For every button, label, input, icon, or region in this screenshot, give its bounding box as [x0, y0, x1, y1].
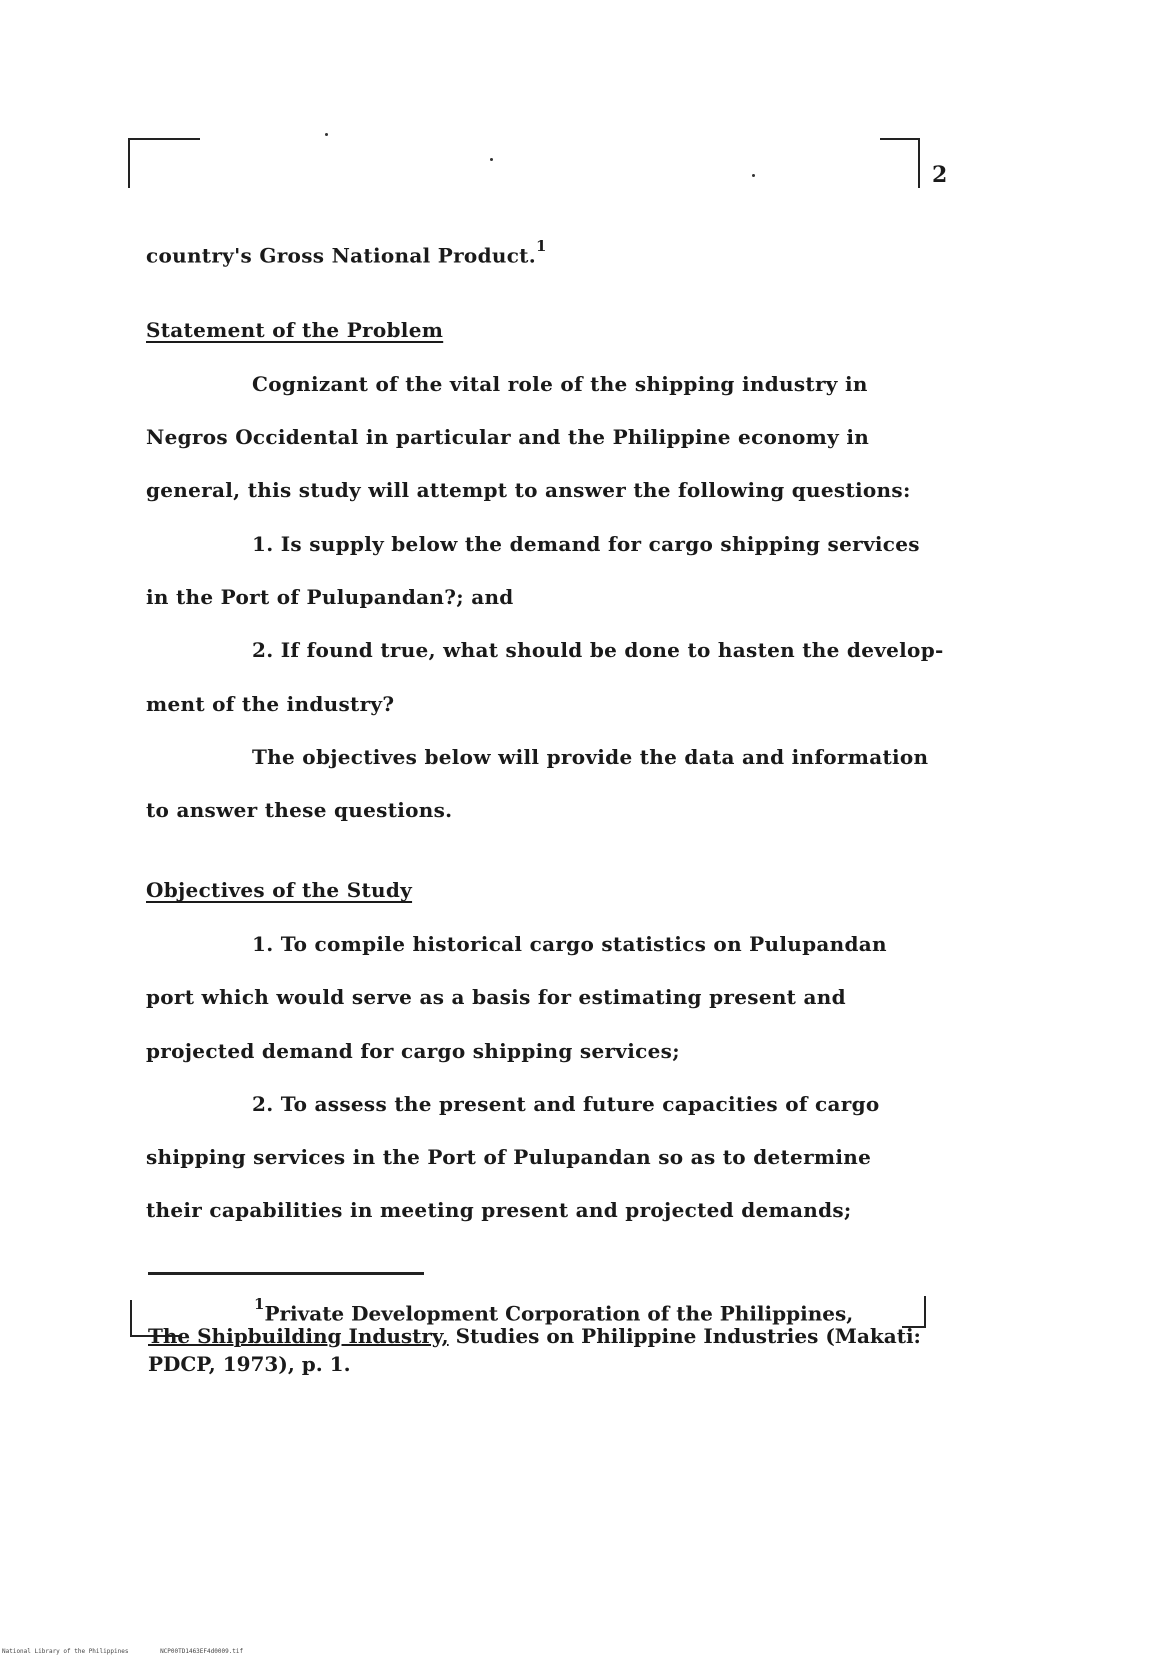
scan-speck [490, 158, 493, 161]
text-line: projected demand for cargo shipping services; [146, 1039, 680, 1063]
footnote-line: $^1$Private Development Corporation of the Philippines, [254, 1295, 854, 1326]
text-line: 1. To compile historical cargo statistics on Pulupandan [252, 932, 887, 956]
footnote-marker: 1 [254, 1295, 265, 1313]
scan-footer [2, 1648, 271, 1655]
scan-speck [752, 174, 755, 177]
text-line: their capabilities in meeting present and projected demands; [146, 1198, 852, 1222]
crop-mark-top-right-h [880, 138, 920, 140]
footnote-divider [148, 1272, 424, 1275]
text-line: country's Gross National Product.$^1$ [146, 237, 547, 268]
scan-speck [325, 133, 328, 136]
crop-mark-bottom-left-v [130, 1300, 132, 1337]
text-line: port which would serve as a basis for estimating present and [146, 985, 846, 1009]
section-heading-problem: Statement of the Problem [146, 318, 444, 342]
footnote-reference: 1 [535, 237, 547, 255]
crop-mark-top-right-v [918, 138, 920, 188]
text-line: The objectives below will provide the data and information [252, 745, 929, 769]
text-line: in the Port of Pulupandan?; and [146, 585, 514, 609]
text-line: 2. If found true, what should be done to hasten the develop- [252, 638, 944, 662]
footer-file-id: NCP00TD1463EF4d0009.tif [160, 1648, 244, 1655]
text-line: shipping services in the Port of Pulupandan so as to determine [146, 1145, 872, 1169]
footnote-line: The Shipbuilding Industry, Studies on Philippine Industries (Makati: [148, 1324, 921, 1348]
crop-mark-top-left-h [128, 138, 200, 140]
page-number: 2 [932, 162, 948, 188]
text-line: to answer these questions. [146, 798, 453, 822]
text-line: general, this study will attempt to answer the following questions: [146, 478, 911, 502]
text-line: 1. Is supply below the demand for cargo shipping services [252, 532, 920, 556]
text-line: ment of the industry? [146, 692, 395, 716]
text-line: 2. To assess the present and future capacities of cargo [252, 1092, 880, 1116]
footnote-title: The Shipbuilding Industry, [148, 1324, 449, 1348]
crop-mark-bottom-right-v [924, 1296, 926, 1328]
text-line: Cognizant of the vital role of the shipping industry in [252, 372, 868, 396]
section-heading-objectives: Objectives of the Study [146, 878, 413, 902]
text-line: Negros Occidental in particular and the Philippine economy in [146, 425, 870, 449]
footnote-line: PDCP, 1973), p. 1. [148, 1352, 351, 1376]
footer-library: National Library of the Philippines [2, 1648, 129, 1655]
crop-mark-top-left-v [128, 138, 130, 188]
